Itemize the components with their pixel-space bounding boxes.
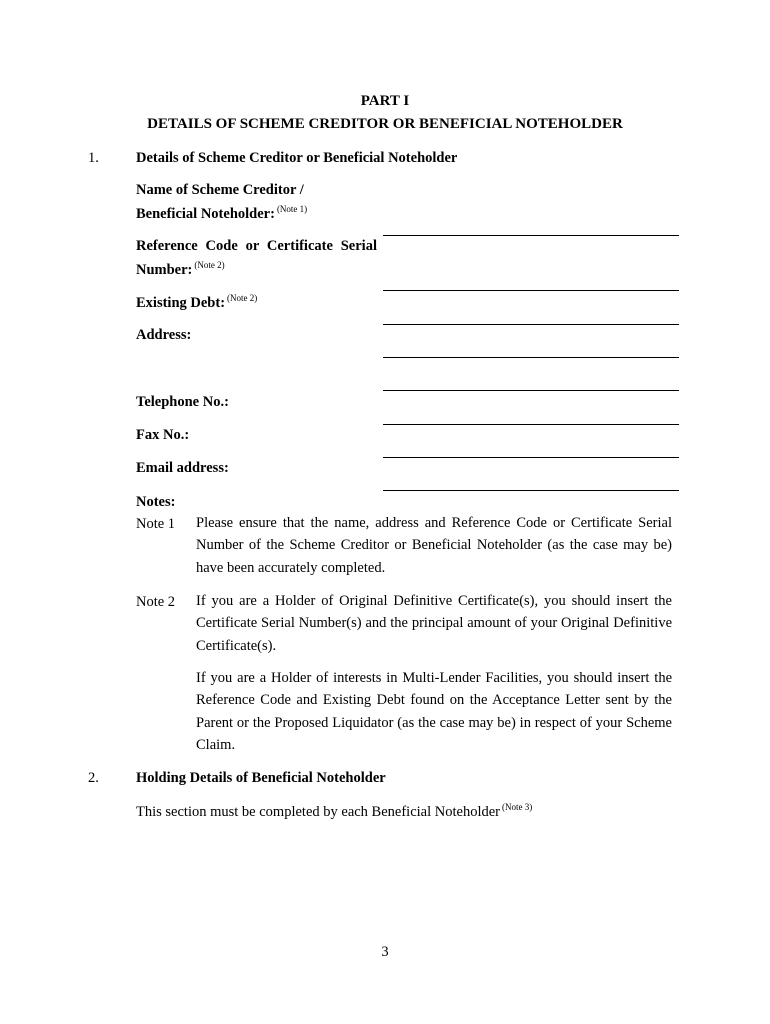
- existing-debt-answer-line[interactable]: [383, 324, 679, 325]
- telephone-label: Telephone No.:: [136, 394, 229, 410]
- reference-note-ref: (Note 2): [194, 260, 225, 270]
- section1-number: 1.: [88, 150, 99, 166]
- address-answer-line-2[interactable]: [383, 390, 679, 391]
- reference-label-line1: Reference Code or Certificate Serial: [136, 238, 377, 254]
- email-answer-line[interactable]: [383, 490, 679, 491]
- section2-text: This section must be completed by each Beneficial Noteholder $^{(Note 3)}$: [136, 802, 533, 820]
- part-title: PART I: [360, 93, 410, 109]
- note2-text-2: If you are a Holder of interests in Multi-Lender Facilities, you should insert the Reference Code and Existing Debt found on the Acceptance Letter sent by the Parent or the Proposed Liquidator (as the case may be) in respect of your Scheme Claim.: [196, 670, 672, 753]
- section2-number: 2.: [88, 770, 99, 786]
- email-label: Email address:: [136, 460, 229, 476]
- name-note-ref: (Note 1): [276, 204, 308, 214]
- page-number: 3: [381, 944, 389, 960]
- section2-note-ref: (Note 3): [502, 802, 533, 812]
- section1-heading: Details of Scheme Creditor or Beneficial Noteholder: [136, 150, 458, 166]
- fax-answer-line[interactable]: [383, 457, 679, 458]
- section2-heading: Holding Details of Beneficial Noteholder: [136, 770, 386, 786]
- reference-label-line2: Number: $^{(Note 2)}$: [136, 260, 225, 278]
- existing-debt-label: Existing Debt: $^{(Note 2)}$: [136, 293, 258, 311]
- name-label-line2: Beneficial Noteholder: $^{(Note 1)}$: [136, 204, 308, 222]
- part-subtitle: DETAILS OF SCHEME CREDITOR OR BENEFICIAL NOTEHOLDER: [147, 116, 623, 132]
- telephone-answer-line[interactable]: [383, 424, 679, 425]
- notes-heading: Notes:: [136, 494, 176, 510]
- name-label-line1: Name of Scheme Creditor /: [136, 182, 304, 198]
- debt-note-ref: (Note 2): [227, 293, 258, 303]
- note1-label: Note 1: [136, 516, 176, 532]
- address-label: Address:: [136, 327, 192, 343]
- note2-text: If you are a Holder of Original Definitive Certificate(s), you should insert the Certificate Serial Number(s) and the principal amount of your Original Definitive Certificate(s).: [196, 593, 672, 654]
- fax-label: Fax No.:: [136, 427, 190, 443]
- name-answer-line[interactable]: [383, 235, 679, 236]
- address-answer-line-1[interactable]: [383, 357, 679, 358]
- reference-answer-line[interactable]: [383, 290, 679, 291]
- note1-text: Please ensure that the name, address and Reference Code or Certificate Serial Number of the Scheme Creditor or Beneficial Noteholder (as the case may be) have been accurately completed.: [196, 515, 672, 576]
- note2-label: Note 2: [136, 594, 176, 610]
